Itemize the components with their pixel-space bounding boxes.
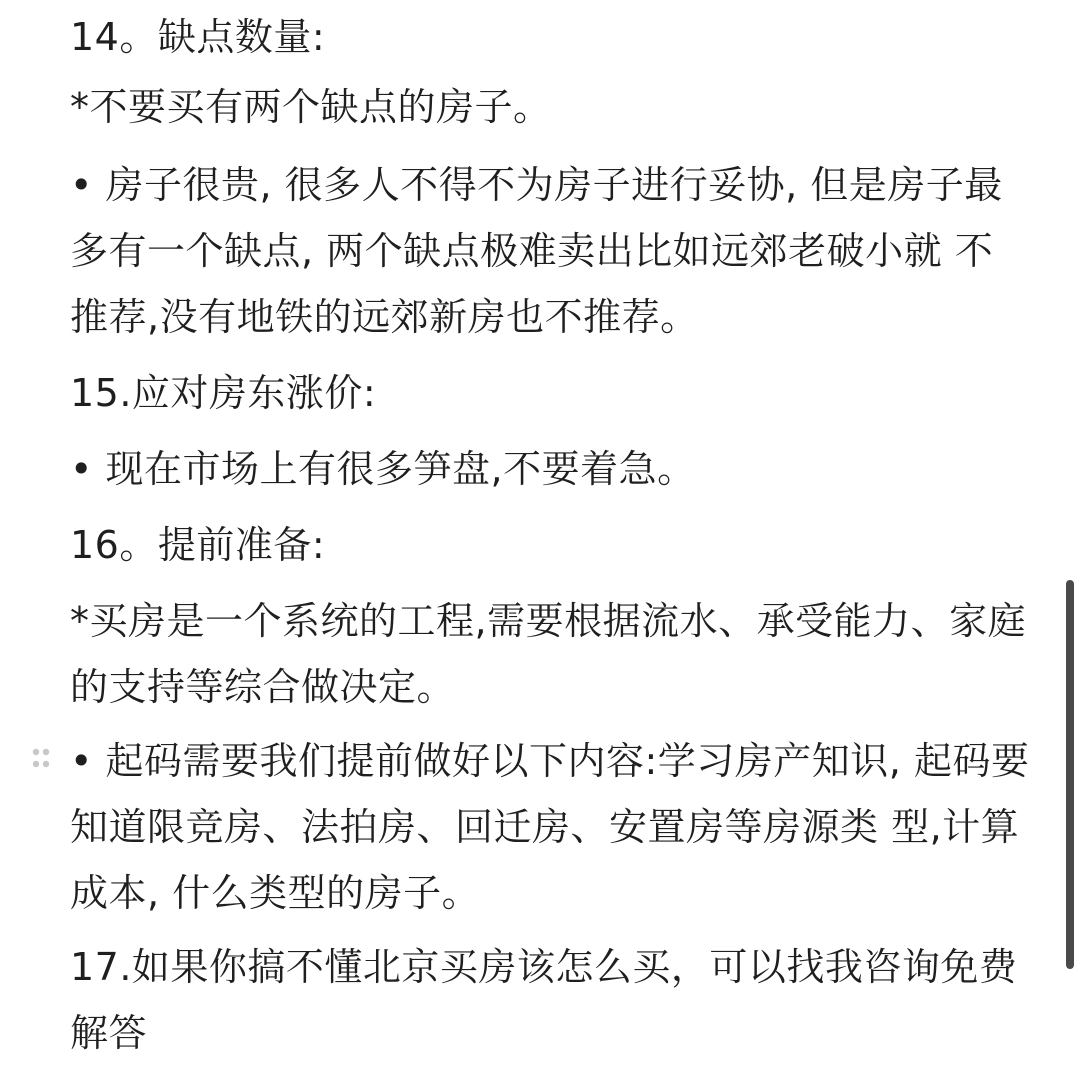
scrollbar-thumb[interactable] — [1066, 580, 1074, 969]
heading-16: 16。提前准备: — [70, 523, 326, 567]
bullet-14: • 房子很贵, 很多人不得不为房子进行妥协, 但是房子最多有一个缺点, 两个缺点极难卖出比如远郊老破小就 不推荐,没有地铁的远郊新房也不推荐。 — [70, 163, 1003, 339]
note-14: *不要买有两个缺点的房子。 — [70, 85, 552, 129]
heading-17: 17.如果你搞不懂北京买房该怎么买，可以找我咨询免费解答 — [70, 945, 1018, 1055]
note-16: *买房是一个系统的工程,需要根据流水、承受能力、家庭的支持等综合做决定。 — [70, 599, 1027, 709]
drag-handle-icon[interactable] — [30, 746, 52, 770]
heading-15: 15.应对房东涨价: — [70, 371, 377, 415]
bullet-16: • 起码需要我们提前做好以下内容:学习房产知识, 起码要知道限竞房、法拍房、回迁房、安置房等房源类 型,计算成本, 什么类型的房子。 — [70, 739, 1030, 915]
heading-14: 14。缺点数量: — [70, 15, 326, 59]
bullet-15: • 现在市场上有很多笋盘,不要着急。 — [70, 447, 696, 491]
scrollbar[interactable] — [1062, 0, 1076, 1080]
